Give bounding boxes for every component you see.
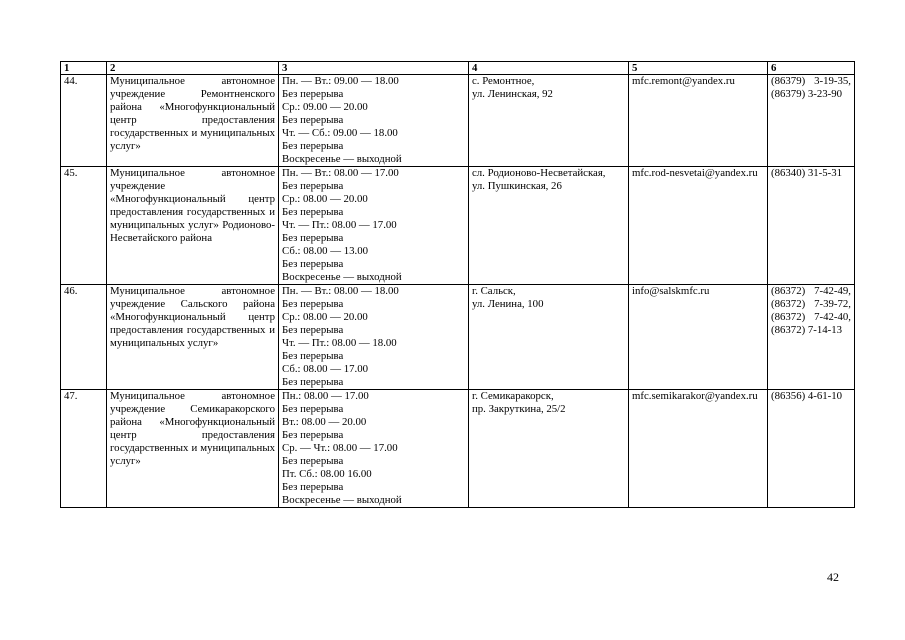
address-line: г. Сальск, [472,285,516,297]
schedule-line: Ср. — Чт.: 08.00 — 17.00 [282,442,398,454]
column-header-schedule: 3 [279,62,469,75]
schedule-line: Пн. — Вт.: 09.00 — 18.00 [282,75,399,87]
schedule-line: Без перерыва [282,258,344,270]
schedule-line: Воскресенье — выходной [282,494,402,506]
schedule-line: Ср.: 08.00 — 20.00 [282,311,368,323]
schedule-line: Без перерыва [282,324,344,336]
schedule-line: Чт. — Сб.: 09.00 — 18.00 [282,127,398,139]
address-line: ул. Пушкинская, 26 [472,180,562,192]
table-row [61,75,855,167]
address-line: ул. Ленинская, 92 [472,88,553,100]
schedule-line: Без перерыва [282,376,344,388]
mfc-table [60,61,855,508]
page-number: 42 [827,570,839,584]
organization-name: Муниципальное автономное учреждение Сальского района «Многофункциональный центр предоставления государственных и муниципальных услуг» [107,285,279,390]
schedule-line: Без перерыва [282,114,344,126]
address [469,285,629,390]
work-schedule [279,390,469,508]
schedule-line: Без перерыва [282,429,344,441]
table-body [61,75,855,508]
schedule-line: Без перерыва [282,180,344,192]
phone: (86340) 31-5-31 [768,167,855,285]
work-schedule [279,75,469,167]
address-line: г. Семикаракорск, [472,390,554,402]
table-header-row [61,62,855,75]
address-line: сл. Родионово-Несветайская, [472,167,606,179]
schedule-line: Пн. — Вт.: 08.00 — 17.00 [282,167,399,179]
row-number: 44. [61,75,107,167]
organization-name: Муниципальное автономное учреждение Ремонтненского района «Многофункциональный центр предоставления государственных и муниципальных услуг» [107,75,279,167]
schedule-line: Без перерыва [282,481,344,493]
phone: (86372) 7-42-49, (86372) 7-39-72, (86372) 7-42-40, (86372) 7-14-13 [768,285,855,390]
column-header-address: 4 [469,62,629,75]
address-line: ул. Ленина, 100 [472,298,544,310]
address-line: пр. Закруткина, 25/2 [472,403,566,415]
schedule-line: Без перерыва [282,455,344,467]
schedule-line: Чт. — Пт.: 08.00 — 18.00 [282,337,397,349]
schedule-line: Ср.: 09.00 — 20.00 [282,101,368,113]
phone: (86379) 3-19-35, (86379) 3-23-90 [768,75,855,167]
schedule-line: Воскресенье — выходной [282,271,402,283]
schedule-line: Сб.: 08.00 — 13.00 [282,245,369,257]
column-header-number: 1 [61,62,107,75]
schedule-line: Пн. — Вт.: 08.00 — 18.00 [282,285,399,297]
schedule-line: Ср.: 08.00 — 20.00 [282,193,368,205]
schedule-line: Пн.: 08.00 — 17.00 [282,390,369,402]
schedule-line: Воскресенье — выходной [282,153,402,165]
column-header-organization: 2 [107,62,279,75]
address-line: с. Ремонтное, [472,75,535,87]
email: mfc.semikarakor@yandex.ru [629,390,768,508]
row-number: 45. [61,167,107,285]
address [469,75,629,167]
schedule-line: Без перерыва [282,206,344,218]
schedule-line: Сб.: 08.00 — 17.00 [282,363,369,375]
schedule-line: Пт. Сб.: 08.00 16.00 [282,468,372,480]
column-header-phone: 6 [768,62,855,75]
row-number: 47. [61,390,107,508]
email: info@salskmfc.ru [629,285,768,390]
email: mfc.remont@yandex.ru [629,75,768,167]
phone: (86356) 4-61-10 [768,390,855,508]
address [469,167,629,285]
row-number: 46. [61,285,107,390]
schedule-line: Чт. — Пт.: 08.00 — 17.00 [282,219,397,231]
schedule-line: Без перерыва [282,140,344,152]
schedule-line: Без перерыва [282,88,344,100]
schedule-line: Вт.: 08.00 — 20.00 [282,416,367,428]
address [469,390,629,508]
schedule-line: Без перерыва [282,232,344,244]
work-schedule [279,285,469,390]
organization-name: Муниципальное автономное учреждение Семикаракорского района «Многофункциональный центр предоставления государственных и муниципальных услуг» [107,390,279,508]
schedule-line: Без перерыва [282,298,344,310]
table-row [61,285,855,390]
column-header-email: 5 [629,62,768,75]
organization-name: Муниципальное автономное учреждение «Многофункциональный центр предоставления государственных и муниципальных услуг» Родионово-Несветайского района [107,167,279,285]
schedule-line: Без перерыва [282,350,344,362]
email: mfc.rod-nesvetai@yandex.ru [629,167,768,285]
table-row [61,390,855,508]
schedule-line: Без перерыва [282,403,344,415]
work-schedule [279,167,469,285]
table-row [61,167,855,285]
